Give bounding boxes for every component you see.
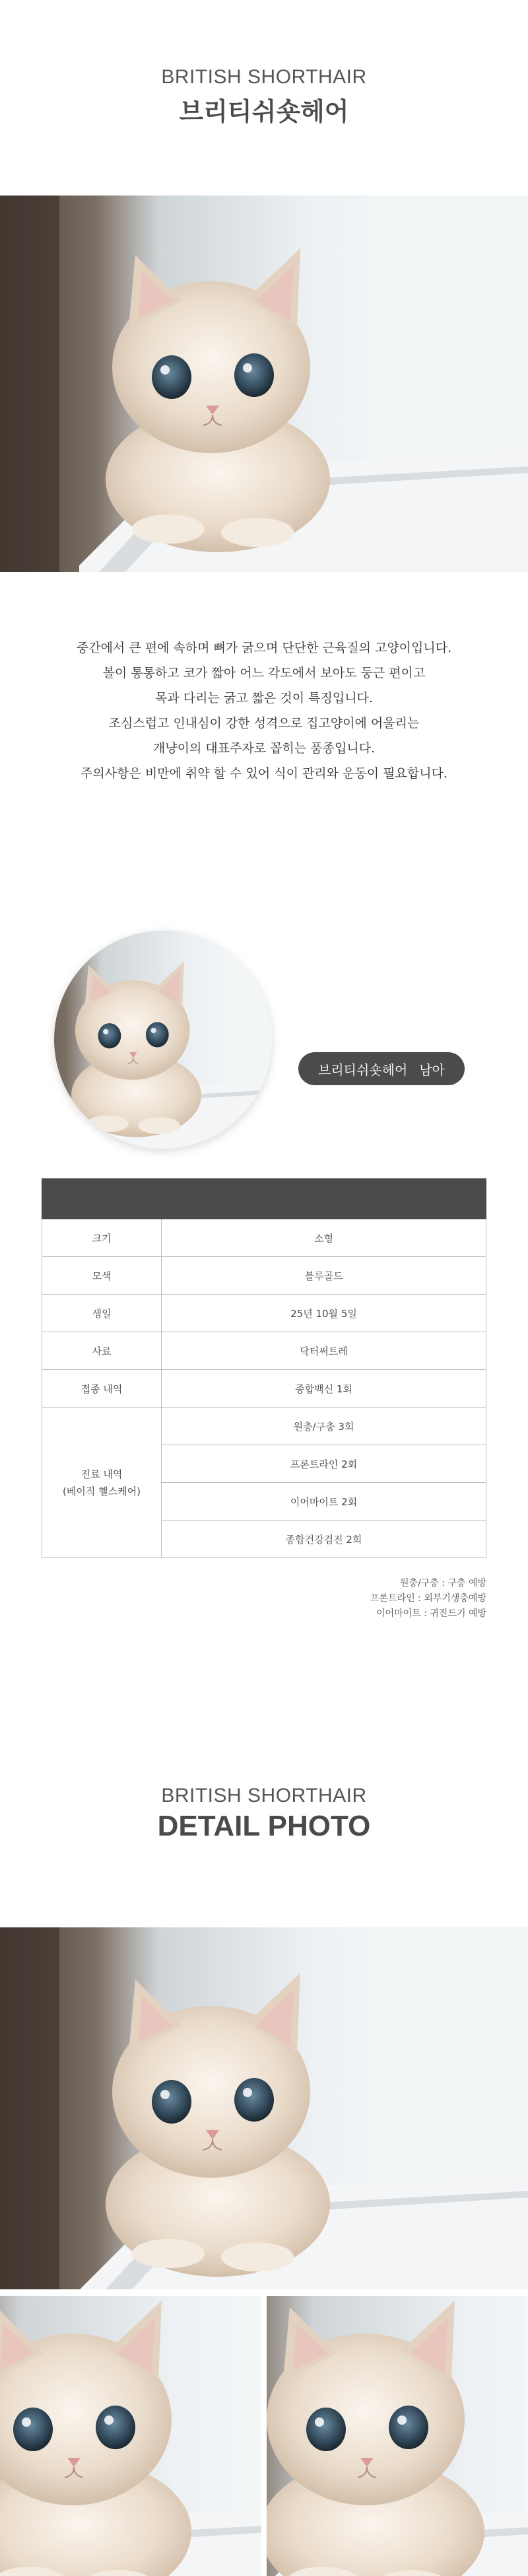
note-line: 이어마이트 : 귀진드기 예방	[376, 1608, 486, 1619]
row-label: 생일	[42, 1295, 162, 1332]
row-label: 접종 내역	[42, 1370, 162, 1408]
care-value: 이어마이트 2회	[162, 1483, 486, 1521]
breed-title: 브리티쉬숏헤어	[179, 97, 349, 126]
description-line: 주의사항은 비만에 취약 할 수 있어 식이 관리와 운동이 필요합니다.	[81, 766, 447, 781]
detail-photo-large	[0, 1927, 528, 2289]
hero-photo	[0, 196, 528, 572]
care-history-label: 진료 내역 (베이직 헬스케어)	[42, 1408, 162, 1558]
table-row	[42, 1408, 486, 1445]
care-value: 종합건강검진 2회	[162, 1521, 486, 1558]
detail-title: DETAIL PHOTO	[157, 1810, 371, 1842]
badge-breed: 브리티쉬숏헤어	[318, 1061, 408, 1078]
intro-header	[0, 66, 528, 127]
note-line: 프론트라인 : 외부기생충예방	[370, 1593, 486, 1604]
description-line: 목과 다리는 굵고 짧은 것이 특징입니다.	[155, 691, 373, 705]
row-value: 25년 10월 5일	[162, 1295, 486, 1332]
table-row	[42, 1295, 486, 1332]
row-value: 소형	[162, 1219, 486, 1257]
detail-subtitle: BRITISH SHORTHAIR	[161, 1785, 367, 1807]
row-label: 사료	[42, 1332, 162, 1370]
description-line: 조심스럽고 인내심이 강한 성격으로 집고양이에 어울리는	[108, 716, 420, 731]
row-value: 종합백신 1회	[162, 1370, 486, 1408]
table-row	[42, 1219, 486, 1257]
row-label: 모색	[42, 1257, 162, 1295]
detail-photo-left	[0, 2296, 261, 2576]
kitten-info-table	[42, 1178, 486, 1558]
care-value: 프론트라인 2회	[162, 1445, 486, 1483]
care-notes	[370, 1576, 486, 1622]
note-line: 원충/구충 : 구충 예방	[400, 1578, 486, 1589]
row-value: 블루골드	[162, 1257, 486, 1295]
detail-photo-right	[267, 2296, 528, 2576]
profile-photo	[54, 931, 272, 1149]
table-row	[42, 1332, 486, 1370]
care-value: 원충/구충 3회	[162, 1408, 486, 1445]
breed-subtitle: BRITISH SHORTHAIR	[161, 66, 367, 88]
detail-header	[0, 1785, 528, 1843]
breed-gender-badge	[298, 1052, 465, 1085]
description-line: 중간에서 큰 편에 속하며 뼈가 굵으며 단단한 근육질의 고양이입니다.	[76, 641, 452, 655]
badge-gender: 남아	[419, 1061, 445, 1078]
breed-description	[0, 635, 528, 786]
table-row	[42, 1257, 486, 1295]
table-row	[42, 1370, 486, 1408]
table-header-row	[42, 1179, 486, 1219]
row-value: 닥터써트레	[162, 1332, 486, 1370]
row-label: 크기	[42, 1219, 162, 1257]
description-line: 개냥이의 대표주자로 꼽히는 품종입니다.	[152, 741, 376, 756]
description-line: 볼이 통통하고 코가 짧아 어느 각도에서 보아도 둥근 편이고	[102, 666, 426, 680]
